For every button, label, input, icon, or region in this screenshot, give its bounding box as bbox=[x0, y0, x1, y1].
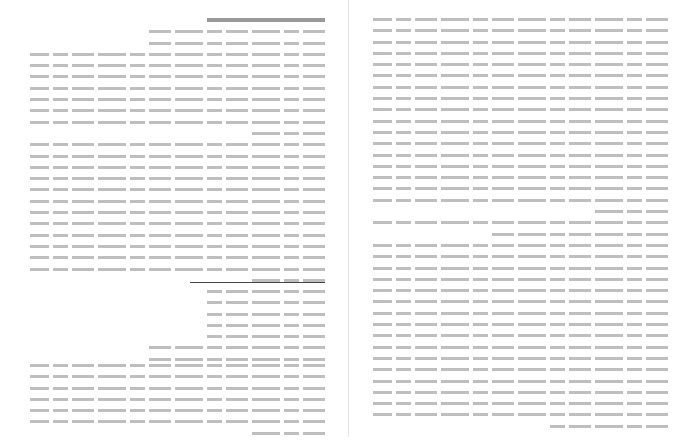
footnote-line bbox=[207, 313, 325, 316]
right-page bbox=[349, 0, 698, 437]
right-page-line bbox=[373, 402, 668, 405]
right-page-line bbox=[373, 391, 668, 394]
right-page-line bbox=[373, 63, 668, 66]
right-page-line bbox=[373, 120, 668, 123]
left-page-line bbox=[207, 18, 325, 22]
footnote-line bbox=[148, 358, 325, 361]
left-page-line bbox=[30, 98, 325, 101]
right-page-line bbox=[373, 312, 668, 315]
left-page-line bbox=[30, 166, 325, 169]
left-page-line bbox=[148, 42, 325, 45]
left-page-line bbox=[30, 256, 325, 259]
right-page-line bbox=[373, 413, 668, 416]
right-page-line bbox=[373, 368, 668, 371]
right-page-line bbox=[373, 346, 668, 349]
left-page-line bbox=[30, 409, 325, 412]
footnote-separator bbox=[190, 282, 325, 283]
left-page-line bbox=[30, 143, 325, 146]
left-page-line bbox=[148, 30, 325, 33]
right-page-line bbox=[373, 323, 668, 326]
right-page-line bbox=[373, 74, 668, 77]
right-page-line bbox=[373, 334, 668, 337]
right-page-line bbox=[373, 154, 668, 157]
right-page-line bbox=[373, 221, 668, 224]
right-page-text bbox=[373, 18, 668, 436]
right-page-line bbox=[373, 131, 668, 134]
left-page-line bbox=[30, 375, 325, 378]
left-page-line bbox=[30, 420, 325, 423]
footnote-line bbox=[207, 324, 325, 327]
right-page-line bbox=[491, 233, 668, 236]
right-page-line bbox=[373, 29, 668, 32]
right-page-line bbox=[373, 52, 668, 55]
right-page-line bbox=[373, 18, 668, 21]
right-page-line bbox=[373, 176, 668, 179]
right-page-line bbox=[373, 86, 668, 89]
right-page-line bbox=[373, 278, 668, 281]
right-page-line bbox=[373, 380, 668, 383]
footnote-line bbox=[148, 346, 325, 349]
left-page-line bbox=[30, 222, 325, 225]
left-page bbox=[0, 0, 349, 437]
right-page-line bbox=[373, 41, 668, 44]
right-page-line bbox=[550, 425, 668, 428]
right-page-line bbox=[373, 300, 668, 303]
left-page-line bbox=[30, 387, 325, 390]
left-page-line bbox=[30, 64, 325, 67]
right-page-line bbox=[594, 210, 668, 213]
left-page-line bbox=[30, 188, 325, 191]
footnote-line bbox=[207, 290, 325, 293]
right-page-line bbox=[373, 108, 668, 111]
footnote-line bbox=[207, 301, 325, 304]
left-page-line bbox=[30, 75, 325, 78]
right-page-line bbox=[373, 199, 668, 202]
left-page-footnotes bbox=[30, 290, 325, 369]
right-page-line bbox=[373, 187, 668, 190]
left-page-line bbox=[30, 211, 325, 214]
right-page-line bbox=[373, 267, 668, 270]
left-page-line bbox=[30, 234, 325, 237]
left-page-line bbox=[30, 398, 325, 401]
footnote-line bbox=[207, 335, 325, 338]
left-page-line bbox=[30, 87, 325, 90]
right-page-line bbox=[373, 244, 668, 247]
right-page-line bbox=[373, 97, 668, 100]
left-page-line bbox=[251, 132, 325, 135]
left-page-line bbox=[30, 109, 325, 112]
left-page-line bbox=[30, 364, 325, 367]
left-page-line bbox=[30, 177, 325, 180]
right-page-line bbox=[373, 255, 668, 258]
left-page-line bbox=[30, 200, 325, 203]
left-page-line bbox=[30, 121, 325, 124]
left-page-line bbox=[30, 245, 325, 248]
left-page-line bbox=[30, 53, 325, 56]
left-page-top-block bbox=[30, 18, 325, 290]
right-page-line bbox=[373, 357, 668, 360]
right-page-line bbox=[373, 142, 668, 145]
left-page-bottom-block bbox=[30, 364, 325, 443]
left-page-line bbox=[30, 155, 325, 158]
left-page-line bbox=[251, 432, 325, 435]
left-page-line bbox=[30, 268, 325, 271]
right-page-line bbox=[373, 165, 668, 168]
right-page-line bbox=[373, 289, 668, 292]
